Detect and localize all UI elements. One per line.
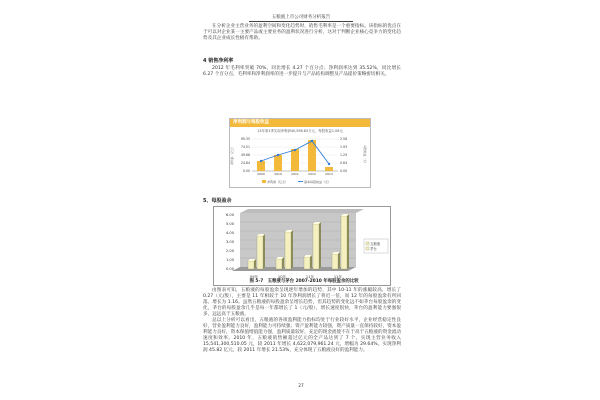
chart2-y-tick: 3.00 <box>225 240 234 244</box>
chart1-eps-point <box>294 149 296 151</box>
chart2-y-tick: 1.00 <box>225 258 234 262</box>
chart2-bar-wly <box>248 261 254 269</box>
running-header: 五粮液上市公司财务分析报告 <box>249 14 353 22</box>
chart1-right-axis-label: 每股收益（元） <box>363 145 367 165</box>
chart2-legend-item: 茅台 <box>370 247 377 251</box>
chart1-legend-bar: 净利润（亿元） <box>267 180 289 184</box>
section-4-block <box>203 54 401 78</box>
chart2-x-label: 09年 <box>249 275 259 279</box>
chart2-y-tick: 2.00 <box>225 249 234 253</box>
chart2-y-tick: 6.00 <box>225 213 234 217</box>
chart1-x-label: 2009 <box>257 172 265 176</box>
chart2-y-tick: 0.00 <box>225 267 234 271</box>
chart2-bar-side <box>282 257 284 269</box>
chart2-bar-side <box>319 222 321 269</box>
chart2-x-label: 12年 <box>333 275 343 279</box>
chart2-legend-swatch <box>366 247 369 250</box>
chart1-x-label: 2012 <box>308 172 316 176</box>
page-number: 27 <box>298 384 304 389</box>
chart2-bar-wly <box>276 259 282 269</box>
chart2-svg <box>214 207 390 285</box>
figure-caption: 图 5-7 五粮液与茅台 2007-2010 年每股盈余的比较 <box>249 279 359 284</box>
document-page <box>195 14 407 390</box>
net-profit-eps-chart <box>229 118 371 188</box>
chart2-bar-wly <box>332 254 338 269</box>
chart1-right-tick: 1.93 <box>340 145 348 149</box>
chart2-x-label: 11年 <box>305 275 315 279</box>
section-4-paragraph: 2012 年毛利率突破 70%，同比增长 4.27 个百分点；净利润率达到 35.52%，同比增长 6.27 个百分点，毛利率和净利润率的进一步提升与产品结构调整及产品提价策略密切相关。 <box>203 66 401 77</box>
intro-block <box>203 24 401 42</box>
chart1-header: 净利润与每股收益 <box>230 119 370 127</box>
chart2-bar-side <box>347 214 349 269</box>
chart2-bar-mt <box>285 232 291 269</box>
chart1-right-tick: 2.58 <box>340 137 348 141</box>
chart1-svg <box>230 133 370 189</box>
chart1-x-label: 2013 <box>325 172 333 176</box>
chart1-eps-point <box>311 140 313 142</box>
chart1-bar <box>257 161 265 171</box>
chart1-eps-point <box>328 163 330 165</box>
chart1-bar <box>291 149 299 171</box>
section-4-heading: 4 销售净利率 <box>203 58 234 64</box>
chart1-left-tick: 24.84 <box>240 161 250 165</box>
chart1-eps-point <box>277 154 279 156</box>
section-5-heading: 5、每股盈余 <box>203 198 232 204</box>
chart1-x-label: 2011 <box>291 172 299 176</box>
chart1-left-tick: 0.00 <box>242 169 250 173</box>
chart2-bar-mt <box>341 216 347 269</box>
intro-paragraph: 在分析企业主营业务的盈利空间和变化趋势时，销售毛利率是一个重要指标。该指标的优点在于可以对企业某一主要产品或主要业务的盈利状况进行分析，这对于判断企业核心竞争力的变化趋势及其企业成长性极有帮助。 <box>203 24 401 41</box>
chart1-bars <box>257 140 333 171</box>
chart2-bar-wly <box>304 257 310 269</box>
chart1-left-tick: 99.35 <box>240 137 250 141</box>
chart1-left-tick: 49.68 <box>240 153 250 157</box>
chart1-right-tick: 0.64 <box>340 161 348 165</box>
chart2-y-tick: 4.00 <box>225 231 234 235</box>
chart1-right-tick: 0.00 <box>340 169 348 173</box>
chart1-subtitle: 13年第1季实现净利润40,598.63万元，每股收益1.06元 <box>257 129 343 133</box>
chart2-y-tick: 5.00 <box>225 222 234 226</box>
chart2-x-label: 10年 <box>277 275 287 279</box>
chart2-bar-mt <box>257 236 263 269</box>
chart1-bar <box>274 155 282 171</box>
analysis-paragraph-1: 由图表可知，五粮液的每股盈余呈现逐年增加的趋势，其中 10-11 年的涨幅较高，增长了 0.27（元/股），主要是 11 年相较于 10 年净利润增长了将近一倍，而 12 年的每股盈余有所回落。增长为 1.16。虽然五粮液的每股盈余呈增长趋势，但其趋势的变化远不如茅台每股盈余的变化，茅台的每股盈余几乎是每一年都增长了 1（元/股），增长速度很快，茅台的盈利能力要强很多，远远高于五粮液。 <box>203 288 401 317</box>
chart1-eps-point <box>260 160 262 162</box>
analysis-block <box>203 288 401 354</box>
chart2-bar-side <box>338 252 340 269</box>
eps-comparison-chart <box>213 206 391 286</box>
chart2-bar-side <box>310 255 312 269</box>
chart1-right-tick: 1.29 <box>340 153 348 157</box>
chart2-bar-side <box>263 234 265 269</box>
section-5-block <box>203 194 401 206</box>
chart1-left-tick: 74.51 <box>240 145 250 149</box>
chart1-legend-line: 基本每股收益（元） <box>304 180 332 184</box>
chart2-bar-mt <box>313 224 319 269</box>
chart2-legend-swatch <box>366 242 369 245</box>
chart2-bar-side <box>291 230 293 269</box>
chart1-left-axis-label: 净利润（亿元） <box>230 145 234 165</box>
analysis-paragraph-2: 总以上分析可以看出，五粮液的各项盈利能力指标均处于行业较好水平，企业经营稳定性良好，营业盈利能力良好，盈利能力可持续强；资产盈利能力较强，资产质量一直保持较好，资本盈利能力良好，资本保值增值能力强，盈利质量较好，充足的现金流使不在于高于五粮液的资金流动速度和效率。2010 年，五粮液销售额超过亿元的全产品达到了 7 个，实现主营业务收入 15,541,300,510.05 元，较 2011 年增长 4,622,079,961.24 元，增幅为 29.64%。实现净利润 45.82 亿元，较 2011 年增长 21.53%，充分体现了五粮液良好的盈利能力。 <box>203 318 401 353</box>
chart1-bar <box>325 167 333 171</box>
chart2-legend-item: 五粮液 <box>370 242 381 246</box>
chart1-x-label: 2010 <box>274 172 282 176</box>
chart1-legend-bar-swatch <box>262 180 266 183</box>
chart2-wall-top <box>240 209 364 213</box>
